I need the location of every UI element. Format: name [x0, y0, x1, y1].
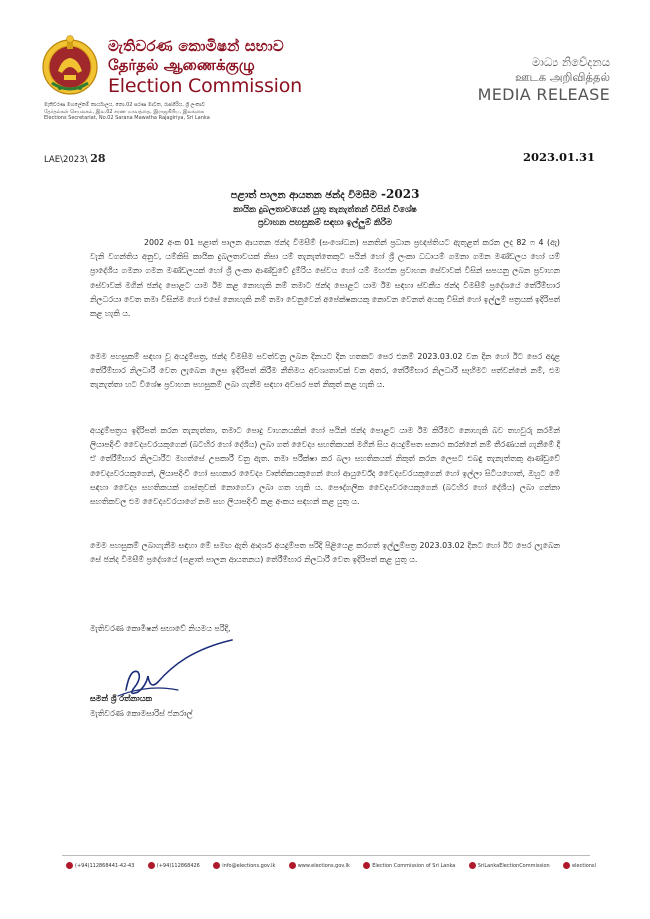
paragraph-2: මෙම පහසුකම් සඳහා වූ අයදුම්පත්‍ර, ඡන්ද විමසීම පවත්වනු ලබන දිනයට දින හතකට පෙර එනම් 2023.03.02 වන දින හෝ ඊට පෙර අදාළ තේරීම්භාර නිලධාරී වෙත ලැබෙන ලෙස ඉදිරිපත් කිරීම නීතිමය අවශ්‍යතාවක් වන අතර, තේරීම්භාර නිලධාරී සෑහීමට පත්වන්නේ නම්, එම තැනැත්තා හට විශේෂ ප්‍රවාහන පහසුකම් ලබා ගැනීම සඳහා අවසර පත් නිකුත් කළ හැකි ය. [90, 352, 560, 390]
media-release-tamil: ஊடக அறிவித்தல் [515, 70, 610, 84]
national-emblem-icon [40, 33, 100, 99]
footer-page-1: Election Commission of Sri Lanka [363, 862, 455, 869]
reference-number [44, 152, 106, 165]
subtitle-line-2: ප්‍රවාහන පහසුකම් සඳහා ඉල්ලුම් කිරීම [257, 218, 393, 228]
footer-phone-1: (+94)112868441-42-43 [66, 862, 134, 869]
reference-num: 28 [90, 152, 106, 165]
media-release-sinhala: මාධ්‍ය නිවේදනය [531, 55, 610, 69]
fax-icon [148, 862, 155, 869]
footer-contacts [66, 862, 596, 869]
address-block [44, 102, 374, 122]
signatory-name: සමන් ශ්‍රී රත්නායක [90, 694, 152, 703]
email-icon [213, 862, 220, 869]
footer-handle: electionsl [563, 862, 596, 869]
main-title-year: -2023 [376, 187, 420, 201]
closing-line: මැතිවරණ කොමිෂන් සභාවේ නියමය පරිදි, [90, 624, 231, 633]
facebook-icon [363, 862, 370, 869]
address-english: Elections Secretariat, No.02 Sarana Mawatha Rajagiriya, Sri Lanka [44, 115, 210, 121]
footer-phone-2: (+94)112868426 [148, 862, 200, 869]
signatory-title: මැතිවරණ කොමසාරිස් ජනරාල් [90, 709, 193, 718]
paragraph-1: 2002 අංක 01 පළාත් පාලන ආයතන ඡන්ද විමසීම් (සංශෝධන) පනතින් ප්‍රධාන ප්‍රඥප්තියට ඇතුළත් කරන ලද 82 ෆ 4 (ඇ) වැනි වගන්තිය අනුව, යම්කිසි කායික දුබලතාවයක් නිසා යම් තැනැත්තෙකුට පයින් හෝ ශ්‍රී ලංකා ධධායම් ගමනා ගමන මණ්ඩලය හෝ යම් ප්‍රාදේශීය ගමනා ගමන මණ්ඩලයක් හෝ ශ්‍රී ලංකා ආණ්ඩුවේ දුම්රිය සේවය හෝ යම් මහජන ප්‍රවාහන සේවාවක් විසින් සපයනු ලබන ප්‍රවාහන සේවාවක් මගින් ඡන්ද පොළට යාම ඊම කළ නොහැකි නම් තමාට ඡන්ද පොළට යාම ඊම සඳහා ස්වකීය ඡන්ද විමසීම් ප්‍රදේශයේ තේරීම්භාර නිලධරයා වෙත තමා විසින්ම හෝ එසේ නොහැකි නම් තමා වෙනුවෙන් අපේක්ෂකයකු නොවන වෙනත් අයකු විසින් හෝ ඉල්ලුම් පත්‍රයක් ඉදිරිපත් කළ හැකි ය. [90, 238, 560, 319]
org-name-english: Election Commission [108, 75, 302, 97]
release-date: 2023.01.31 [522, 150, 595, 164]
footer-page-2: SriLankaElectionCommission [469, 862, 550, 869]
main-title [0, 186, 650, 204]
address-sinhala: මැතිවරණ මහලේකම් කාර්යාලය, නො.02 සරණ මාවත, රාජගිරිය, ශ්‍රී ලංකාව [44, 102, 205, 108]
facebook-icon [469, 862, 476, 869]
media-release-label [430, 55, 610, 105]
phone-icon [66, 862, 73, 869]
web-icon [289, 862, 296, 869]
org-name-tamil: தேர்தல் ஆணைக்குழு [108, 56, 255, 74]
org-name-sinhala: මැතිවරණ කොමිෂන් සභාව [108, 37, 284, 55]
footer-web: www.elections.gov.lk [289, 862, 350, 869]
subtitle-line-1: කායික දුබලතාවයෙන් යුතු තැනැත්තන් විසින් විශේෂ [233, 205, 417, 215]
main-title-text: පළාත් පාලන ආයතන ඡන්ද විමසීම [230, 190, 377, 201]
reference-prefix: LAE\2023\ [44, 155, 88, 165]
paragraph-4: මෙම පහසුකම් ලබාගැනීම සඳහා මේ සමඟ ඇති ආදර්ශ අයදුම්පත පරිදි පිළියෙළ කරගත් ඉල්ලුම්පත්‍ර 2023.03.02 දිනට හෝ ඊට පෙර ලැබෙන සේ ඡන්ද විමසීම් ප්‍රදේශයේ (පළාත් පාලන ආයතනය) තේරීම්භාර නිලධාරී වෙත ඉදිරිපත් කළ යුතු ය. [90, 541, 560, 565]
address-tamil: தேர்தல்கள் செயலகம், இல.02 சரண மாவத்தை, இராஜகிரிய, இலங்கை [44, 108, 205, 115]
paragraph-3: අයදුම්පත්‍රය ඉදිරිපත් කරන තැනැත්තා, තමාට පොදු වාහනයකින් හෝ පයින් ඡන්ද පොළට යාම ඊම කිරීමට නොහැකි බව තහවුරු කරමින් ලියාපදිංචි වෛද්‍යවරයකුගෙන් (බටහිර හෝ දේශීය) ලබා ගත් වෛද්‍ය සහතිකයක් මගින් සිය අයදුම්පත සනාථ කරන්නේ නම් තීරණයක් ගැනීමේ දී ඒ තේරීම්භාර නිලධාරීට මහත්සේ උපකාරී වනු ඇත. තමා පරීක්ෂා කර බලා සහතිකයක් නිකුත් කරන ලෙසට එබඳු තැනැත්තකු ආණ්ඩුවේ වෛද්‍යවරයකුගෙන්, ලියාපදිංචි හෝ සහකාර වෛද්‍ය වෘත්තිකයකුගෙන් හෝ ආයුර්වේද වෛද්‍යවරයකුගෙන් හෝ ඉල්ලා සිටියහොත්, ඔහුට මේ සඳහා වෛද්‍ය සහතිකයක් ගාස්තුවක් නොගෙවා ලබා ගත හැකි ය. පෞද්ගලික වෛද්‍යවරයෙකුගෙන් (බටහිර හෝ දේශීය) ලබා ගන්නා සහතිකවල එම වෛද්‍යවරයාගේ නම සහ ලියාපදිංචි කළ අංකය සඳහන් කළ යුතු ය. [90, 426, 560, 507]
footer-divider [62, 855, 590, 856]
document-titles [0, 186, 650, 230]
media-release-english: MEDIA RELEASE [477, 85, 610, 104]
footer-email: info@elections.gov.lk [213, 862, 275, 869]
organization-name [108, 37, 368, 97]
twitter-icon [563, 862, 570, 869]
